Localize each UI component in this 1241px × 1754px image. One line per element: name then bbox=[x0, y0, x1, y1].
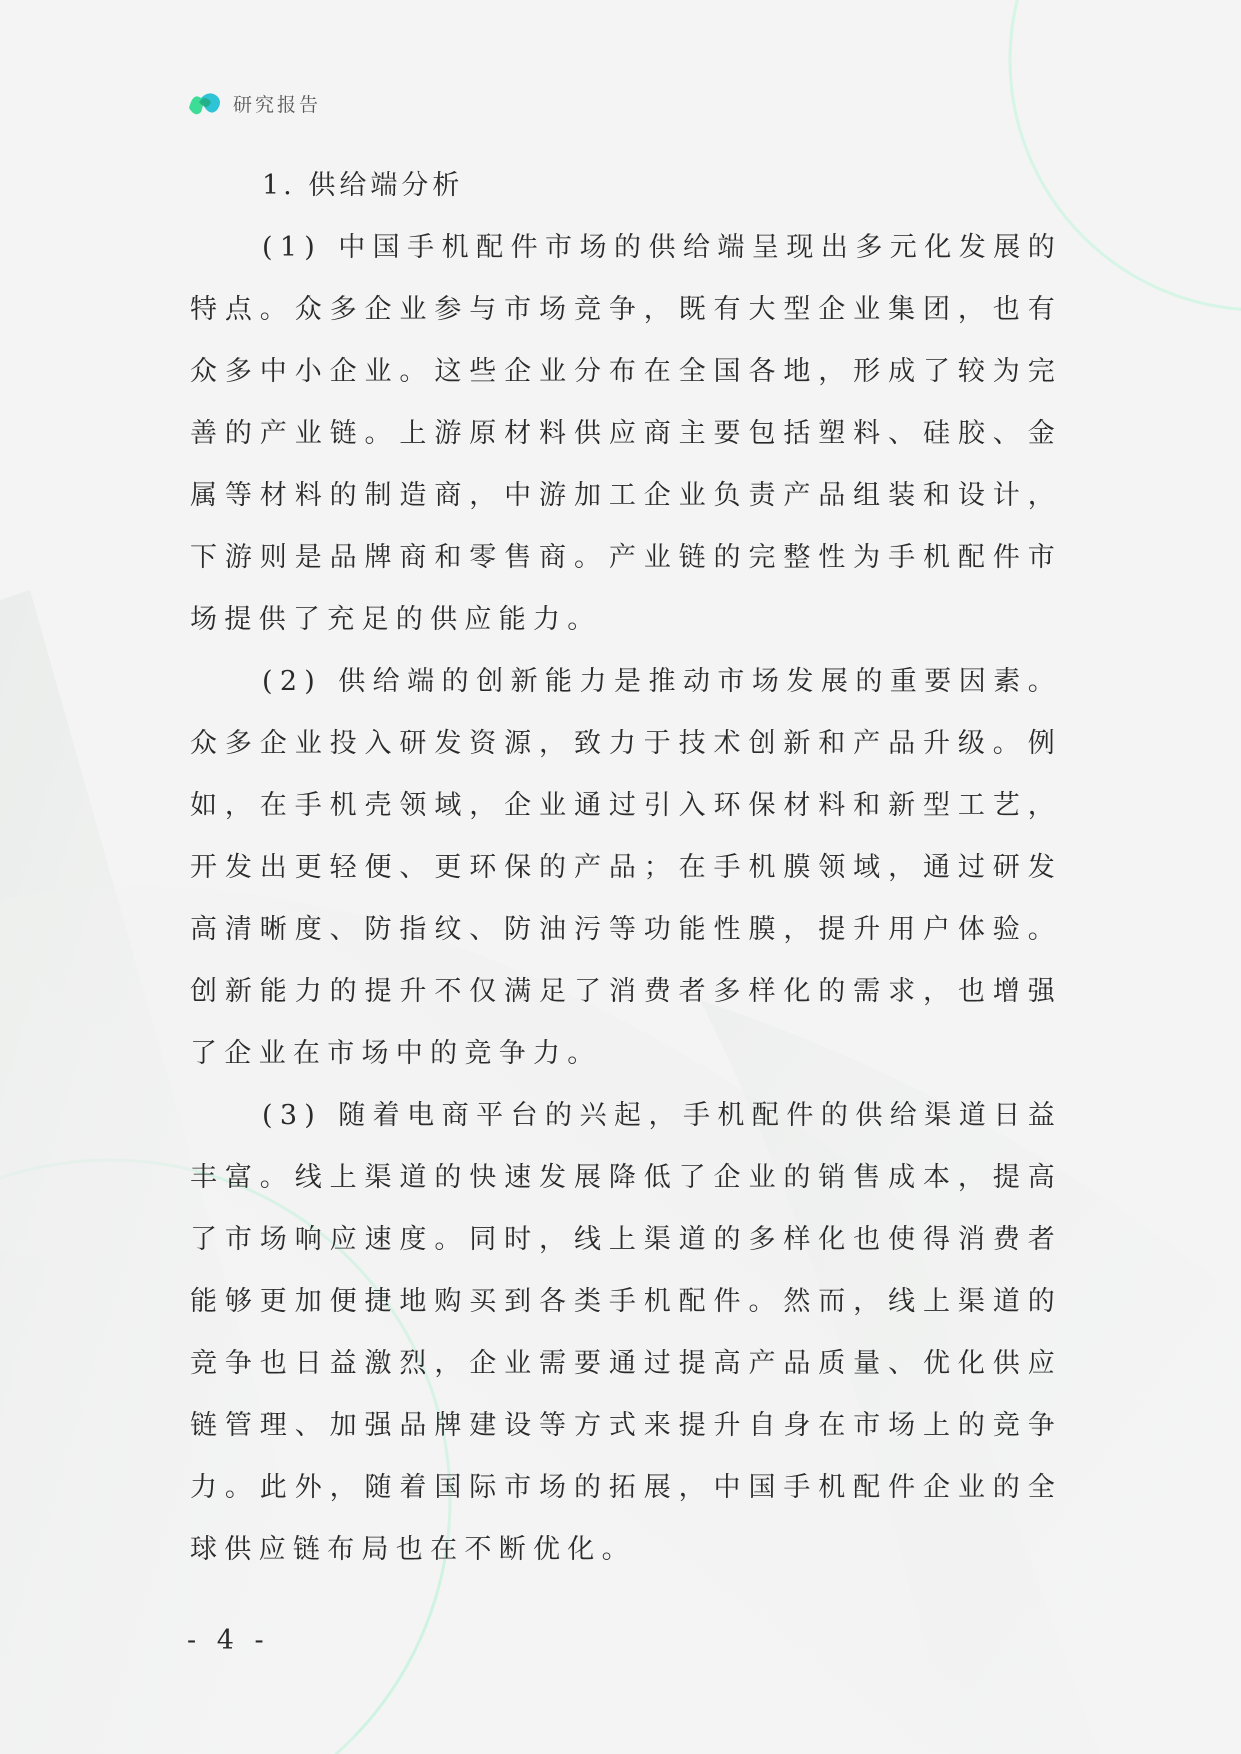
report-header bbox=[187, 88, 321, 118]
page-number: - 4 - bbox=[187, 1625, 270, 1656]
paragraph-3: (3) 随着电商平台的兴起，手机配件的供给渠道日益丰富。线上渠道的快速发展降低了企业的销售成本，提高了市场响应速度。同时，线上渠道的多样化也使得消费者能够更加便捷地购买到各类手机配件。然而，线上渠道的竞争也日益激烈，企业需要通过提高产品质量、优化供应链管理、加强品牌建设等方式来提升自身在市场上的竞争力。此外，随着国际市场的拓展，中国手机配件企业的全球供应链布局也在不断优化。 bbox=[190, 1100, 1062, 1565]
header-title: 研究报告 bbox=[233, 93, 322, 116]
brand-logo-icon bbox=[187, 88, 223, 118]
section-title: 1. 供给端分析 bbox=[262, 170, 464, 201]
paragraph-1: (1) 中国手机配件市场的供给端呈现出多元化发展的特点。众多企业参与市场竞争，既有大型企业集团，也有众多中小企业。这些企业分布在全国各地，形成了较为完善的产业链。上游原材料供应商主要包括塑料、硅胶、金属等材料的制造商，中游加工企业负责产品组装和设计，下游则是品牌商和零售商。产业链的完整性为手机配件市场提供了充足的供应能力。 bbox=[190, 232, 1062, 635]
main-content bbox=[190, 155, 1062, 1581]
paragraph-2: (2) 供给端的创新能力是推动市场发展的重要因素。众多企业投入研发资源，致力于技术创新和产品升级。例如，在手机壳领域，企业通过引入环保材料和新型工艺，开发出更轻便、更环保的产品；在手机膜领域，通过研发高清晰度、防指纹、防油污等功能性膜，提升用户体验。创新能力的提升不仅满足了消费者多样化的需求，也增强了企业在市场中的竞争力。 bbox=[190, 666, 1062, 1069]
